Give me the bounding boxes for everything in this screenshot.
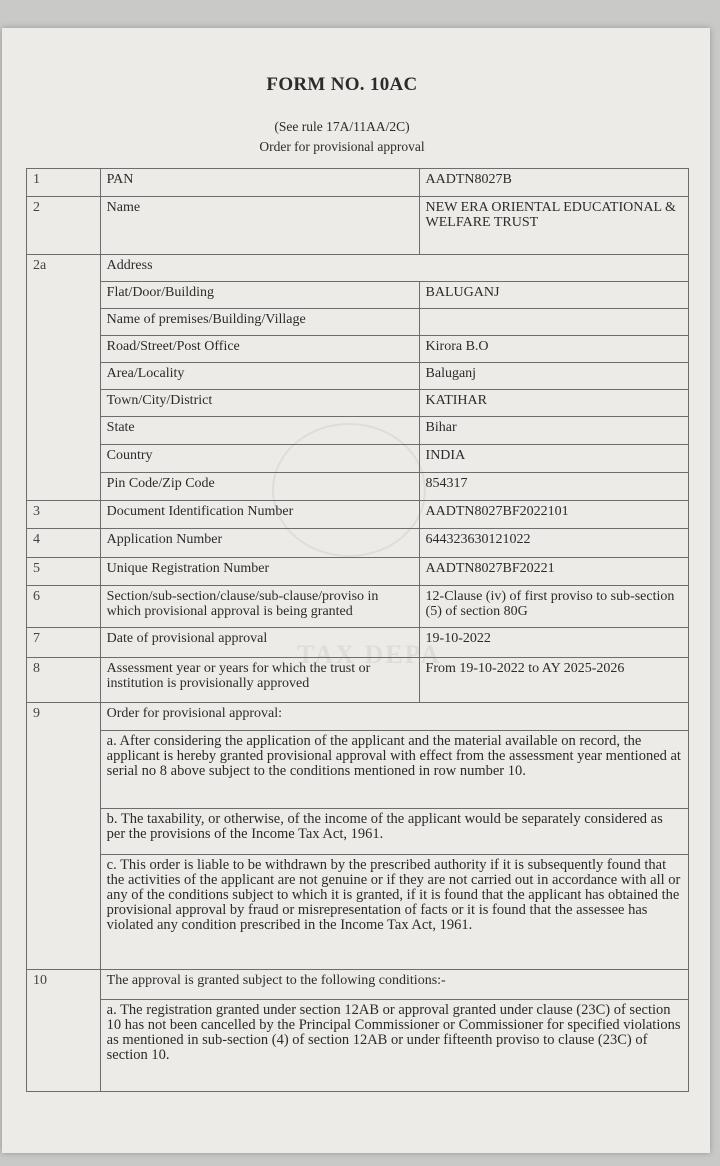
town-value: KATIHAR: [419, 390, 688, 417]
application-label: Application Number: [100, 529, 419, 558]
state-label: State: [100, 417, 419, 445]
row-number: 5: [27, 558, 101, 586]
pin-label: Pin Code/Zip Code: [100, 473, 419, 501]
form-subtitle: Order for provisional approval: [259, 139, 425, 154]
row-number: 4: [27, 529, 101, 558]
row-number: 7: [27, 628, 101, 658]
date-value: 19-10-2022: [419, 628, 688, 658]
assessment-label: Assessment year or years for which the trust or institution is provisionally approved: [100, 658, 419, 703]
premises-value: [419, 309, 688, 336]
pan-label: PAN: [100, 169, 419, 197]
row-number: 9: [27, 703, 101, 731]
row-address: [27, 255, 689, 282]
state-value: Bihar: [419, 417, 688, 445]
form-title: FORM NO. 10AC: [266, 74, 418, 95]
application-value: 644323630121022: [419, 529, 688, 558]
row-name: [27, 197, 689, 255]
form-rule: (See rule 17A/11AA/2C): [274, 119, 410, 134]
row-order: [27, 703, 689, 731]
order-clause-b: b. The taxability, or otherwise, of the income of the applicant would be separately considered as per the provisions of the Income Tax Act, 1961.: [100, 809, 688, 855]
area-label: Area/Locality: [100, 363, 419, 390]
row-state: [27, 417, 689, 445]
row-number: 3: [27, 501, 101, 529]
row-pan: [27, 169, 689, 197]
flat-label: Flat/Door/Building: [100, 282, 419, 309]
pin-value: 854317: [419, 473, 688, 501]
row-urn: [27, 558, 689, 586]
row-conditions-a: [27, 1000, 689, 1092]
premises-label: Name of premises/Building/Village: [100, 309, 419, 336]
din-value: AADTN8027BF2022101: [419, 501, 688, 529]
town-label: Town/City/District: [100, 390, 419, 417]
order-clause-a: a. After considering the application of the applicant and the material available on record, the applicant is hereby granted provisional approval with effect from the assessment year mentioned at serial no 8 above subject to the conditions mentioned in row number 10.: [100, 731, 688, 809]
assessment-value: From 19-10-2022 to AY 2025-2026: [419, 658, 688, 703]
name-label: Name: [100, 197, 419, 255]
country-label: Country: [100, 445, 419, 473]
row-conditions: [27, 970, 689, 1000]
order-clause-c: c. This order is liable to be withdrawn by the prescribed authority if it is subsequently found that the activities of the applicant are not genuine or if they are not carried out in accordance with all or any of the conditions subject to which it is granted, if it is found that the applicant has obtained the provisional approval by fraud or misrepresentation of facts or it is found that the assessee has violated any condition prescribed in the Income Tax Act, 1961.: [100, 855, 688, 970]
row-pin: [27, 473, 689, 501]
row-order-a: [27, 731, 689, 809]
name-value: NEW ERA ORIENTAL EDUCATIONAL & WELFARE TRUST: [419, 197, 688, 255]
form-sheet: [2, 28, 710, 1153]
row-section: [27, 586, 689, 628]
row-town: [27, 390, 689, 417]
area-value: Baluganj: [419, 363, 688, 390]
order-label: Order for provisional approval:: [100, 703, 688, 731]
row-application: [27, 529, 689, 558]
watermark-text: TAX DEPA: [297, 640, 442, 669]
row-order-c: [27, 855, 689, 970]
row-assessment-year: [27, 658, 689, 703]
row-number: 1: [27, 169, 101, 197]
row-premises: [27, 309, 689, 336]
row-country: [27, 445, 689, 473]
pan-value: AADTN8027B: [419, 169, 688, 197]
country-value: INDIA: [419, 445, 688, 473]
row-road: [27, 336, 689, 363]
urn-label: Unique Registration Number: [100, 558, 419, 586]
urn-value: AADTN8027BF20221: [419, 558, 688, 586]
address-label: Address: [100, 255, 688, 282]
section-label: Section/sub-section/clause/sub-clause/proviso in which provisional approval is being granted: [100, 586, 419, 628]
conditions-label: The approval is granted subject to the following conditions:-: [100, 970, 688, 1000]
row-number: 6: [27, 586, 101, 628]
date-label: Date of provisional approval: [100, 628, 419, 658]
row-number: 8: [27, 658, 101, 703]
din-label: Document Identification Number: [100, 501, 419, 529]
section-value: 12-Clause (iv) of first proviso to sub-section (5) of section 80G: [419, 586, 688, 628]
row-number: 10: [27, 970, 101, 1000]
row-din: [27, 501, 689, 529]
row-date: [27, 628, 689, 658]
row-area: [27, 363, 689, 390]
row-order-b: [27, 809, 689, 855]
road-label: Road/Street/Post Office: [100, 336, 419, 363]
row-flat: [27, 282, 689, 309]
row-number: 2: [27, 197, 101, 255]
form-table: [26, 168, 689, 1092]
conditions-clause-a: a. The registration granted under section 12AB or approval granted under clause (23C) of section 10 has not been cancelled by the Principal Commissioner or Commissioner for specified violations as mentioned in sub-section (4) of section 12AB or under fifteenth proviso to clause (23C) of section 10.: [100, 1000, 688, 1092]
row-number: 2a: [27, 255, 101, 282]
flat-value: BALUGANJ: [419, 282, 688, 309]
road-value: Kirora B.O: [419, 336, 688, 363]
